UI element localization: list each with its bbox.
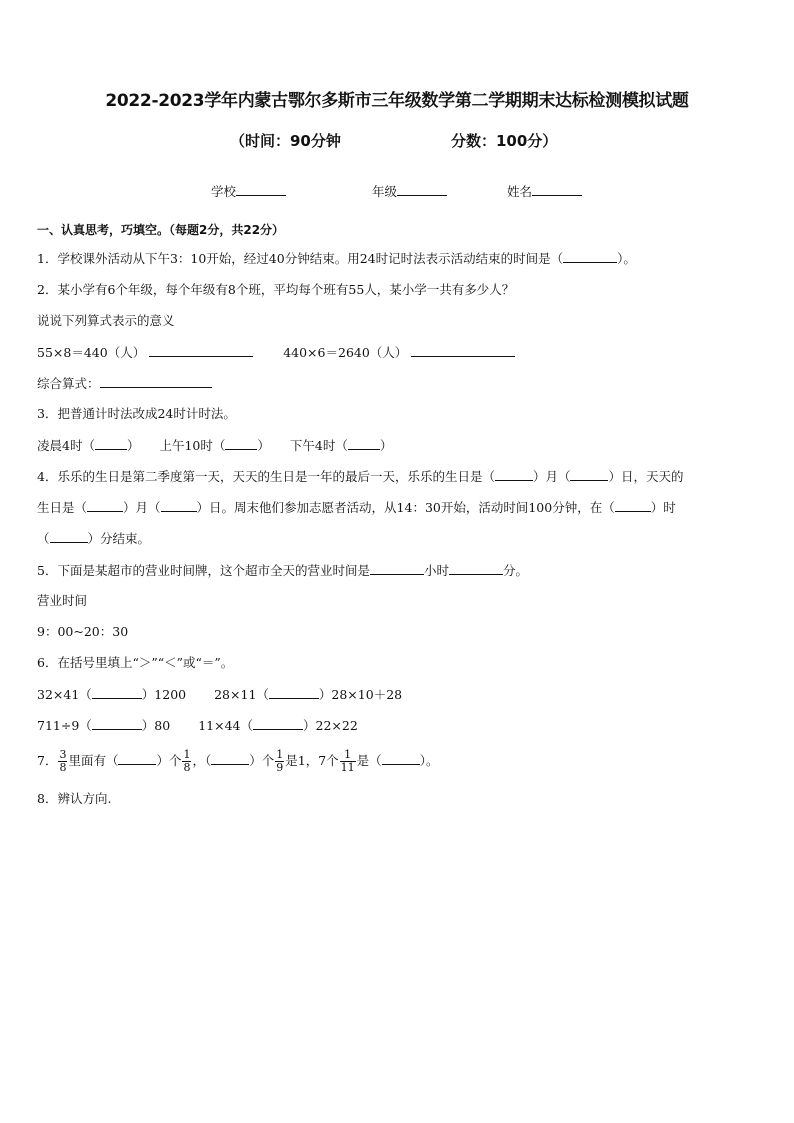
question-8: 8．辨认方向.	[37, 791, 112, 806]
section-heading: 一、认真思考，巧填空。（每题2分，共22分）	[37, 223, 285, 237]
question-2: 2．某小学有6个年级，每个年级有8个班，平均每个班有55人，某小学一共有多少人？	[37, 282, 515, 297]
grade-field[interactable]	[372, 182, 447, 200]
q7-blank-3[interactable]	[382, 752, 420, 765]
q7-t6: 是（	[356, 753, 382, 768]
q6-d-blank[interactable]	[253, 717, 303, 730]
q4-month1-blank[interactable]	[495, 468, 533, 481]
q7-fraction-1-8	[182, 749, 191, 774]
q4-l2b: ）日。周末他们参加志愿者活动，从14：30开始，活动时间100分钟，在（	[196, 500, 615, 515]
q5-text: 5．下面是某超市的营业时间牌，这个超市全天的营业时间是	[37, 563, 370, 578]
q4-day2-blank[interactable]	[161, 499, 197, 512]
q4-l3b: ）分结束。	[87, 531, 151, 546]
q4-hour-blank[interactable]	[615, 499, 651, 512]
q7-t2: ）个	[156, 753, 182, 768]
q4-l2a: 生日是（	[37, 500, 88, 515]
q3-a-close: ）	[126, 438, 140, 453]
name-field[interactable]	[507, 182, 582, 200]
q7-f4-den: 11	[340, 761, 355, 774]
q4-minute-blank[interactable]	[50, 530, 88, 543]
school-field[interactable]	[211, 182, 286, 200]
q6-b-right: ）28×10＋28	[318, 687, 403, 702]
name-label: 姓名	[507, 184, 533, 199]
q3-a-blank[interactable]	[95, 437, 127, 450]
q6-c-blank[interactable]	[92, 717, 142, 730]
exam-score: 分数：100分）	[451, 132, 558, 150]
q7-blank-2[interactable]	[211, 752, 249, 765]
q2-combined-blank[interactable]	[100, 375, 212, 388]
q7-t1: 里面有（	[68, 753, 119, 768]
q7-f3-den: 9	[276, 761, 284, 774]
q7-f2-num: 1	[183, 748, 191, 761]
q5-min-unit: 分。	[502, 563, 528, 578]
q7-fraction-1-9	[275, 749, 284, 774]
q4-l3a: （	[37, 531, 50, 546]
q1-answer-blank[interactable]	[563, 250, 617, 263]
q7-t5: 是1，7个	[285, 753, 339, 768]
q2-eq2-blank[interactable]	[411, 344, 515, 357]
q2-eq2: 440×6＝2640（人）	[283, 345, 408, 360]
q7-fraction-1-11	[340, 749, 356, 774]
q5-hours-unit: 小时	[423, 563, 449, 578]
question-3: 3．把普通计时法改成24时计时法。	[37, 406, 236, 421]
q7-f3-num: 1	[276, 748, 284, 761]
q2-prompt: 说说下列算式表示的意义	[37, 313, 175, 328]
q3-a: 凌晨4时（	[37, 438, 95, 453]
q2-eq1-blank[interactable]	[149, 344, 253, 357]
q7-f2-den: 8	[183, 761, 191, 774]
q2-eq1: 55×8＝440（人）	[37, 345, 146, 360]
page-title: 2022-2023学年内蒙古鄂尔多斯市三年级数学第二学期期末达标检测模拟试题	[105, 91, 689, 111]
q6-b-left: 28×11（	[214, 687, 269, 702]
q4-month1: ）月（	[532, 469, 571, 484]
q7-t3: ，（	[192, 753, 212, 768]
q7-t7: ）。	[419, 753, 439, 768]
q6-row1	[37, 686, 402, 703]
q7-f1-den: 8	[59, 761, 67, 774]
q5-hours-blank[interactable]	[370, 562, 424, 575]
q4-day1-blank[interactable]	[570, 468, 608, 481]
q5-sign-label: 营业时间	[37, 593, 88, 608]
q6-c-left: 711÷9（	[37, 718, 92, 733]
q7-t4: ）个	[249, 753, 275, 768]
school-label: 学校	[211, 184, 237, 199]
question-5	[37, 562, 528, 579]
q4-month2-blank[interactable]	[87, 499, 123, 512]
q6-row2	[37, 717, 358, 734]
q4-l1a: 4．乐乐的生日是第二季度第一天，天天的生日是一年的最后一天，乐乐的生日是（	[37, 469, 495, 484]
q6-a-left: 32×41（	[37, 687, 92, 702]
q6-a-blank[interactable]	[92, 686, 142, 699]
question-4-line3	[37, 530, 150, 547]
q6-b-blank[interactable]	[269, 686, 319, 699]
question-1	[37, 250, 636, 267]
q3-b-blank[interactable]	[225, 437, 257, 450]
question-6: 6．在括号里填上“＞”“＜”或“＝”。	[37, 655, 234, 670]
q2-combined	[37, 375, 212, 392]
q6-d-right: ）22×22	[303, 718, 358, 733]
q3-b: 上午10时（	[159, 438, 226, 453]
q3-items	[37, 437, 392, 454]
q3-b-close: ）	[257, 438, 270, 453]
q4-hour: ）时	[650, 500, 676, 515]
q1-end: ）。	[617, 251, 636, 266]
q4-month2: ）月（	[123, 500, 161, 515]
q6-a-right: ）1200	[141, 687, 187, 702]
q7-f4-num: 1	[340, 749, 356, 762]
q3-c-blank[interactable]	[348, 437, 380, 450]
q6-c-right: ）80	[141, 718, 171, 733]
q7-number: 7．	[37, 753, 58, 768]
q4-day1: ）日，天天的	[608, 469, 684, 484]
q3-c: 下午4时（	[289, 438, 348, 453]
question-4-line1	[37, 468, 684, 485]
q7-fraction-3-8	[58, 749, 67, 774]
question-7	[37, 744, 438, 778]
exam-time: （时间：90分钟	[230, 132, 341, 150]
school-blank[interactable]	[236, 183, 286, 196]
q6-d-left: 11×44（	[198, 718, 253, 733]
name-blank[interactable]	[532, 183, 582, 196]
q7-blank-1[interactable]	[118, 752, 156, 765]
q2-combined-label: 综合算式：	[37, 376, 100, 391]
question-4-line2	[37, 499, 676, 516]
q2-equations	[37, 344, 515, 361]
q5-sign-value: 9：00~20：30	[37, 624, 129, 639]
q7-f1-num: 3	[59, 748, 67, 761]
q5-minutes-blank[interactable]	[449, 562, 503, 575]
grade-label: 年级	[372, 184, 398, 199]
q3-c-close: ）	[379, 438, 393, 453]
grade-blank[interactable]	[397, 183, 447, 196]
q1-text: 1．学校课外活动从下午3：10开始，经过40分钟结束。用24时记时法表示活动结束的时间是（	[37, 251, 564, 266]
